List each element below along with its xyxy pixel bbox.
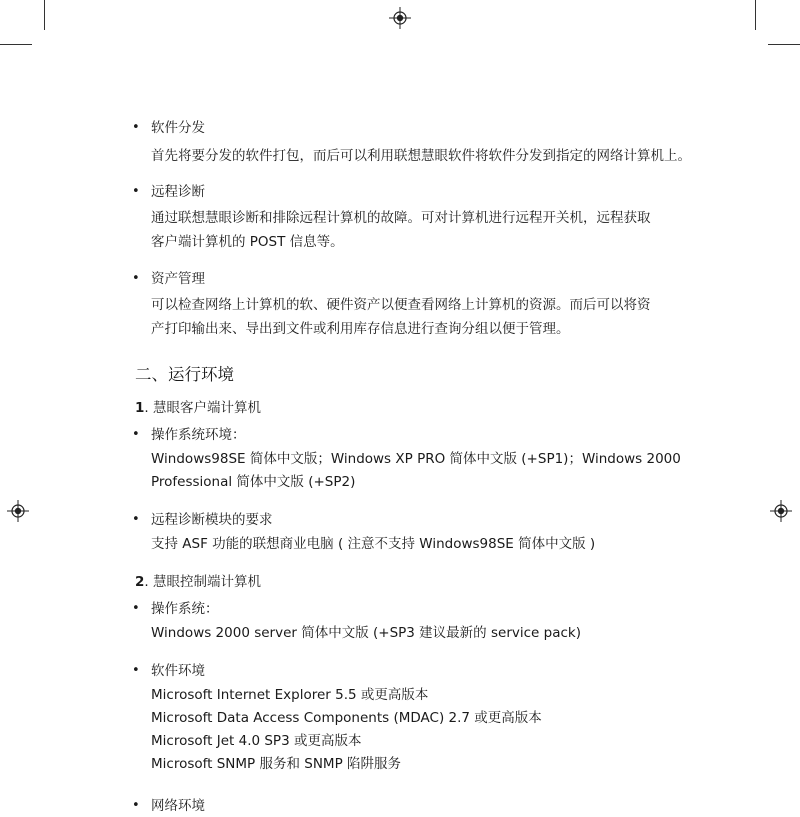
subsection-label: 慧眼客户端计算机 xyxy=(153,400,261,416)
crop-mark-top-right-vertical xyxy=(755,0,756,30)
paragraph-line: 可以检查网络上计算机的软、硬件资产以便查看网络上计算机的资源。而后可以将资 xyxy=(151,297,651,313)
subsection-label: 慧眼控制端计算机 xyxy=(153,574,261,590)
paragraph-line: Windows 2000 server 简体中文版 (+SP3 建议最新的 service pack) xyxy=(151,625,581,641)
bullet-marker: • xyxy=(132,798,140,813)
paragraph-line: Microsoft Data Access Components (MDAC) 2.7 或更高版本 xyxy=(151,710,542,726)
bullet-marker: • xyxy=(132,427,140,442)
bullet-marker: • xyxy=(132,663,140,678)
bullet-heading-remote-diagnosis: 远程诊断 xyxy=(151,184,205,200)
paragraph-line: Microsoft Jet 4.0 SP3 或更高版本 xyxy=(151,733,362,749)
paragraph-line: Professional 简体中文版 (+SP2) xyxy=(151,474,356,490)
bullet-heading-software-environment: 软件环境 xyxy=(151,663,205,679)
bullet-heading-os-environment: 操作系统环境： xyxy=(151,427,246,443)
bullet-marker: • xyxy=(132,271,140,286)
registration-mark-left-icon xyxy=(7,500,29,522)
paragraph-line: 支持 ASF 功能的联想商业电脑 ( 注意不支持 Windows98SE 简体中文版 ) xyxy=(151,536,596,552)
paragraph-line: Microsoft Internet Explorer 5.5 或更高版本 xyxy=(151,687,429,703)
bullet-heading-asset-management: 资产管理 xyxy=(151,271,205,287)
paragraph-line: 客户端计算机的 POST 信息等。 xyxy=(151,234,344,250)
bullet-marker: • xyxy=(132,512,140,527)
bullet-heading-remote-module: 远程诊断模块的要求 xyxy=(151,512,273,528)
crop-mark-top-left-vertical xyxy=(44,0,45,30)
paragraph-line: 首先将要分发的软件打包，而后可以利用联想慧眼软件将软件分发到指定的网络计算机上。 xyxy=(151,148,691,164)
subsection-number: 2 xyxy=(135,574,145,590)
crop-mark-top-left-horizontal xyxy=(0,44,32,45)
subsection-title-client: 1. 慧眼客户端计算机 xyxy=(135,400,261,416)
bullet-heading-software-distribution: 软件分发 xyxy=(151,120,205,136)
paragraph-line: 通过联想慧眼诊断和排除远程计算机的故障。可对计算机进行远程开关机，远程获取 xyxy=(151,210,651,226)
paragraph-line: 产打印输出来、导出到文件或利用库存信息进行查询分组以便于管理。 xyxy=(151,321,570,337)
bullet-marker: • xyxy=(132,184,140,199)
section-title: 二、运行环境 xyxy=(135,365,234,384)
bullet-heading-network-environment: 网络环境 xyxy=(151,798,205,814)
bullet-marker: • xyxy=(132,120,140,135)
bullet-heading-os: 操作系统： xyxy=(151,601,219,617)
paragraph-line: Windows98SE 简体中文版；Windows XP PRO 简体中文版 (+SP1)；Windows 2000 xyxy=(151,451,681,467)
subsection-number: 1 xyxy=(135,400,145,416)
crop-mark-top-right-horizontal xyxy=(768,44,800,45)
registration-mark-top-icon xyxy=(389,7,411,29)
bullet-marker: • xyxy=(132,601,140,616)
paragraph-line: Microsoft SNMP 服务和 SNMP 陷阱服务 xyxy=(151,756,402,772)
subsection-title-console: 2. 慧眼控制端计算机 xyxy=(135,574,261,590)
registration-mark-right-icon xyxy=(770,500,792,522)
